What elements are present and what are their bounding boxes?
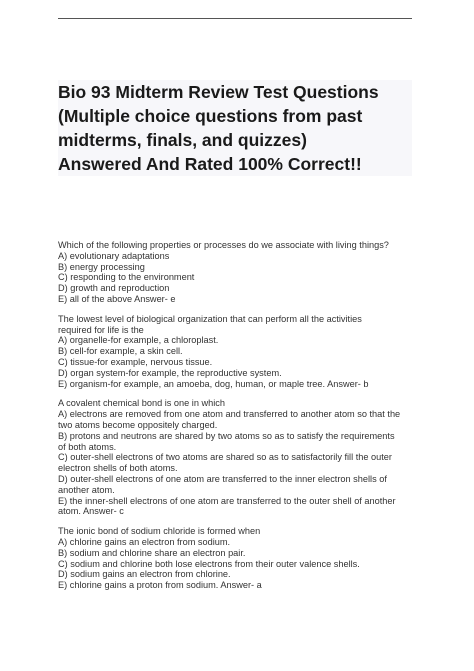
question-block (58, 526, 418, 591)
question-line: E) chlorine gains a proton from sodium. Answer- a (58, 580, 262, 591)
question-line: A) chlorine gains an electron from sodium. (58, 536, 231, 547)
question-line: D) organ system-for example, the reproductive system. (58, 367, 282, 378)
question-block (58, 240, 418, 305)
document-title (58, 80, 412, 176)
question-line: B) energy processing (58, 261, 145, 272)
question-line: A) electrons are removed from one atom and transferred to another atom so that the (58, 409, 401, 420)
question-line: two atoms become oppositely charged. (58, 419, 218, 430)
question-line: C) responding to the environment (58, 272, 195, 283)
question-line: D) outer-shell electrons of one atom are transferred to the inner electron shells of (58, 473, 387, 484)
question-line: D) growth and reproduction (58, 283, 170, 294)
question-line: B) protons and neutrons are shared by two atoms so as to satisfy the requirements (58, 430, 395, 441)
question-line: of both atoms. (58, 441, 117, 452)
title-line: Answered And Rated 100% Correct!! (58, 154, 362, 174)
question-line: Which of the following properties or processes do we associate with living things? (58, 240, 389, 250)
question-line: B) cell-for example, a skin cell. (58, 346, 183, 357)
question-line: E) all of the above Answer- e (58, 293, 176, 304)
title-line: Bio 93 Midterm Review Test Questions (58, 82, 379, 102)
question-line: A) organelle-for example, a chloroplast. (58, 335, 219, 346)
question-block (58, 398, 418, 517)
question-list (58, 240, 418, 600)
question-line: E) organism-for example, an amoeba, dog, human, or maple tree. Answer- b (58, 378, 369, 389)
question-line: The lowest level of biological organization that can perform all the activities (58, 313, 362, 324)
title-line: (Multiple choice questions from past (58, 106, 363, 126)
question-line: A) evolutionary adaptations (58, 250, 170, 261)
question-line: D) sodium gains an electron from chlorine. (58, 569, 231, 580)
question-line: C) tissue-for example, nervous tissue. (58, 356, 213, 367)
question-line: atom. Answer- c (58, 506, 124, 517)
question-line: electron shells of both atoms. (58, 463, 178, 474)
title-line: midterms, finals, and quizzes) (58, 130, 307, 150)
question-block (58, 314, 418, 390)
question-line: A covalent chemical bond is one in which (58, 398, 226, 409)
question-line: The ionic bond of sodium chloride is formed when (58, 526, 261, 537)
question-line: E) the inner-shell electrons of one atom are transferred to the outer shell of another (58, 495, 396, 506)
question-line: another atom. (58, 484, 115, 495)
question-line: required for life is the (58, 324, 144, 335)
header-rule (58, 18, 412, 19)
question-line: C) outer-shell electrons of two atoms are shared so as to satisfactorily fill the outer (58, 452, 392, 463)
question-line: B) sodium and chlorine share an electron pair. (58, 547, 246, 558)
question-line: C) sodium and chlorine both lose electrons from their outer valence shells. (58, 558, 360, 569)
